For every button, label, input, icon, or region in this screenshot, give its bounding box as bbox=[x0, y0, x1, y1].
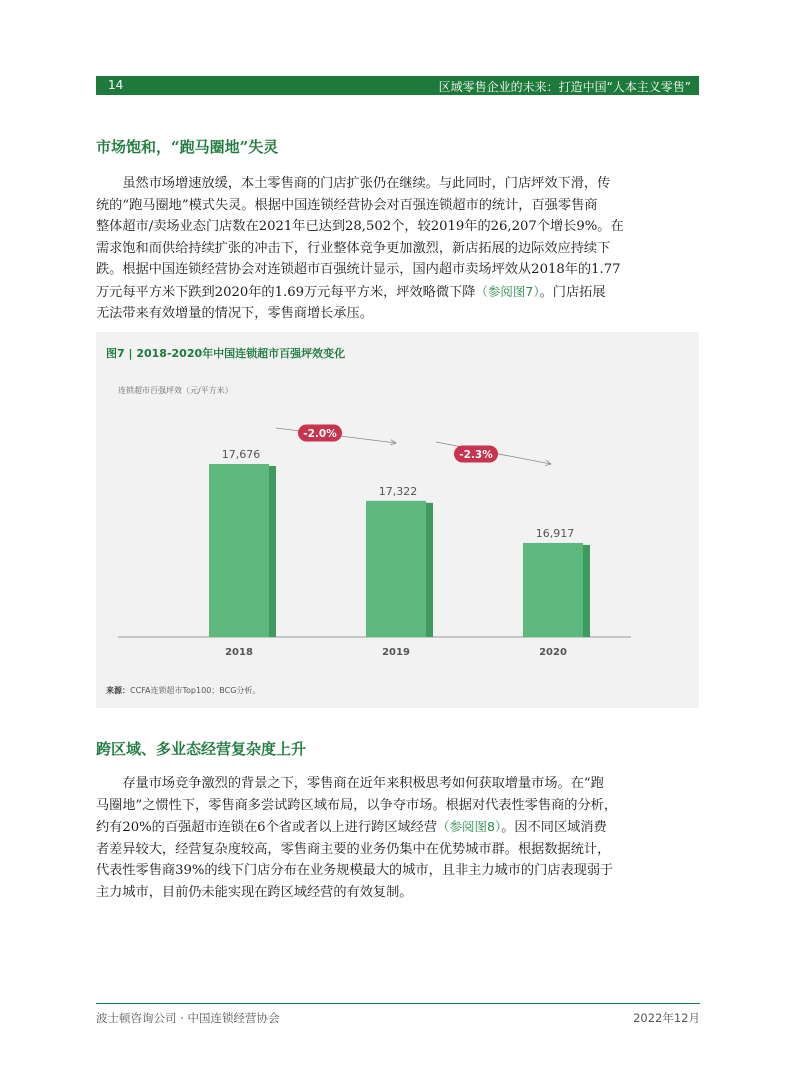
footer-publisher: 波士顿咨询公司 · 中国连锁经营协会 bbox=[96, 1011, 280, 1025]
footer-date: 2022年12月 bbox=[633, 1011, 700, 1025]
bar-value-label: 17,322 bbox=[378, 484, 418, 498]
paragraph-line: 统的“跑马圈地”模式失灵。根据中国连锁经营协会对百强连锁超市的统计，百强零售商 bbox=[96, 197, 598, 213]
paragraph-text: 。门店拓展 bbox=[539, 284, 606, 300]
footer-divider bbox=[96, 1003, 700, 1004]
bar-side-2020 bbox=[583, 545, 590, 637]
figure-source bbox=[106, 685, 260, 696]
bar-chart bbox=[96, 332, 699, 708]
paragraph-line: 代表性零售商39%的线下门店分布在业务规模最大的城市，且非主力城市的门店表现弱于 bbox=[96, 863, 614, 878]
bar-2020 bbox=[523, 543, 583, 637]
figure-7 bbox=[96, 332, 699, 708]
paragraph-text: 约有20%的百强超市连锁在6个省或者以上进行跨区域经营 bbox=[96, 820, 438, 835]
x-tick-label: 2020 bbox=[539, 647, 567, 658]
paragraph-text: 。因不同区域消费 bbox=[501, 820, 607, 835]
paragraph-line bbox=[96, 281, 700, 304]
paragraph-line: 者差异较大，经营复杂度较高，零售商主要的业务仍集中在优势城市群。根据数据统计， bbox=[96, 841, 611, 857]
figure-title: 图7 | 2018-2020年中国连锁超市百强坪效变化 bbox=[106, 347, 346, 360]
paragraph-line: 需求饱和而供给持续扩张的冲击下，行业整体竞争更加激烈，新店拓展的边际效应持续下 bbox=[96, 240, 611, 256]
bar-side-2018 bbox=[269, 466, 276, 637]
bar-2018 bbox=[209, 464, 269, 637]
header-title: 区域零售企业的未来：打造中国“人本主义零售” bbox=[438, 80, 691, 94]
bar-value-label: 16,917 bbox=[535, 526, 575, 540]
source-text: CCFA连锁超市Top100；BCG分析。 bbox=[130, 686, 261, 695]
running-header bbox=[96, 76, 699, 95]
bar-side-2019 bbox=[426, 503, 433, 637]
paragraph-line: 存量市场竞争激烈的背景之下，零售商在近年来积极思考如何获取增量市场。在“跑 bbox=[96, 776, 604, 791]
change-badge-label: -2.3% bbox=[459, 449, 493, 461]
change-badge-label: -2.0% bbox=[303, 428, 337, 440]
paragraph-market-saturation bbox=[96, 173, 700, 325]
y-axis-label: 连锁超市百强坪效（元/平方米） bbox=[118, 386, 233, 395]
paragraph-line: 无法带来有效增量的情况下，零售商增长承压。 bbox=[96, 306, 373, 321]
x-tick-label: 2019 bbox=[382, 647, 410, 658]
bar-value-label: 17,676 bbox=[221, 448, 261, 461]
paragraph-text: 万元每平方米下跌到2020年的1.69万元每平方米，坪效略微下降 bbox=[96, 284, 476, 300]
paragraph-line: 主力城市，目前仍未能实现在跨区域经营的有效复制。 bbox=[96, 884, 413, 900]
paragraph-line: 跌。根据中国连锁经营协会对连锁超市百强统计显示，国内超市卖场坪效从2018年的1.77 bbox=[96, 262, 621, 277]
page-number: 14 bbox=[108, 78, 124, 92]
paragraph-line: 马圈地”之惯性下，零售商多尝试跨区域布局，以争夺市场。根据对代表性零售商的分析， bbox=[96, 797, 618, 813]
x-tick-label: 2018 bbox=[225, 647, 253, 658]
paragraph-line: 整体超市/卖场业态门店数在2021年已达到28,502个，较2019年的26,207个增长9%。在 bbox=[96, 219, 624, 234]
figure-8-reference-link[interactable]: （参阅图8） bbox=[437, 819, 502, 834]
section-title-market-saturation: 市场饱和，“跑马圈地”失灵 bbox=[96, 138, 279, 156]
paragraph-line bbox=[96, 816, 700, 839]
paragraph-cross-region bbox=[96, 773, 700, 903]
paragraph-line: 虽然市场增速放缓，本土零售商的门店扩张仍在继续。与此同时，门店坪效下滑，传 bbox=[96, 176, 611, 191]
figure-7-reference-link[interactable]: （参阅图7） bbox=[475, 283, 540, 299]
source-label: 来源： bbox=[106, 686, 130, 695]
section-title-cross-region: 跨区域、多业态经营复杂度上升 bbox=[96, 740, 307, 758]
bar-2019 bbox=[366, 501, 426, 637]
